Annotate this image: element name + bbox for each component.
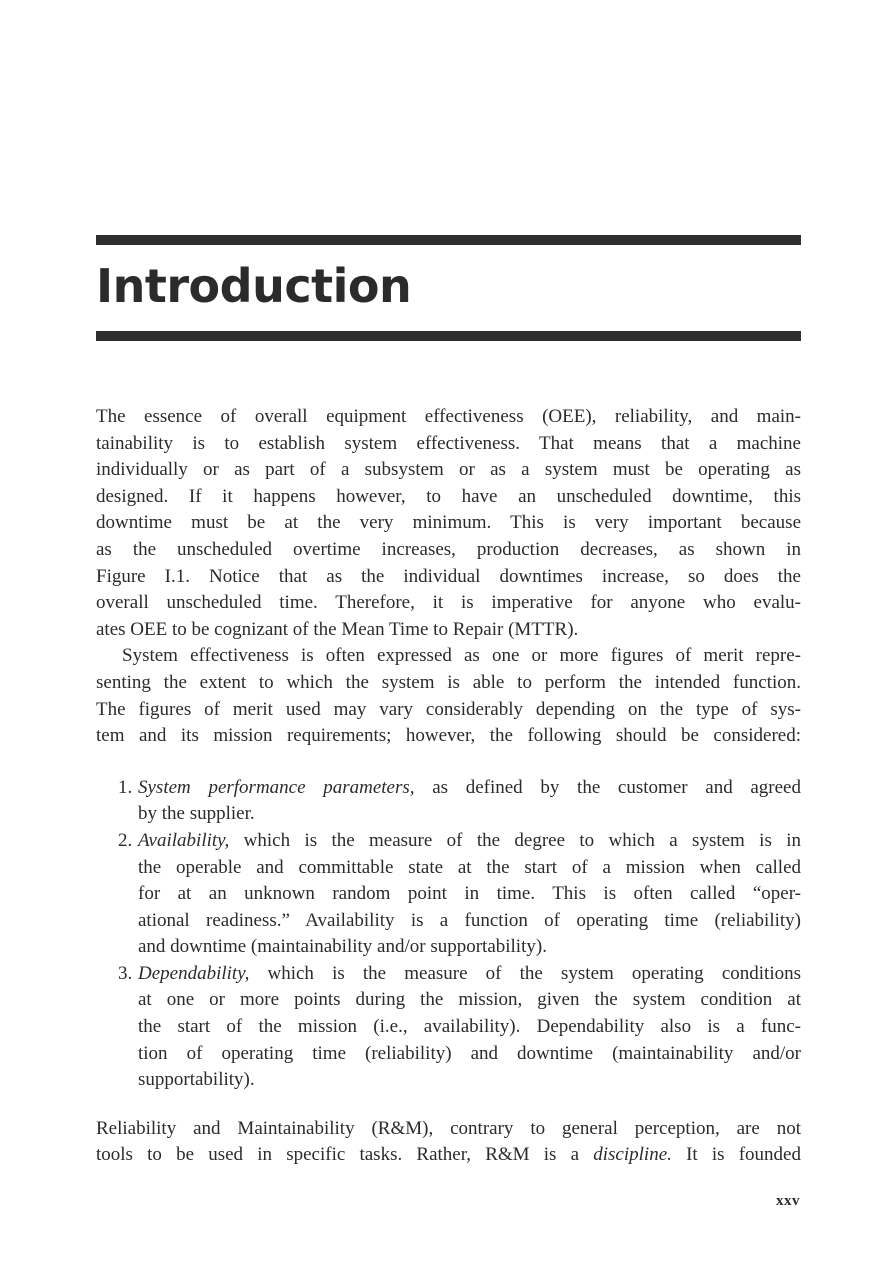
text-line: tion of operating time (reliability) and downtime (maintainability and/or xyxy=(138,1042,801,1064)
list-item xyxy=(96,828,801,961)
list-item xyxy=(96,961,801,1094)
text-line: Figure I.1. Notice that as the individual downtimes increase, so does the xyxy=(96,565,801,587)
text-line: System effectiveness is often expressed as one or more figures of merit repre- xyxy=(122,645,801,667)
text-line: Reliability and Maintainability (R&M), contrary to general perception, are not xyxy=(96,1117,801,1139)
paragraph-1 xyxy=(96,404,801,643)
text-line: the operable and committable state at the start of a mission when called xyxy=(138,856,801,878)
text-line: The essence of overall equipment effectiveness (OEE), reliability, and main- xyxy=(96,406,801,427)
text-line: by the supplier. xyxy=(138,803,255,825)
text-line xyxy=(138,775,801,802)
paragraph-3 xyxy=(96,1116,801,1169)
page-number: xxv xyxy=(776,1193,800,1209)
list-text: as defined by the customer and agreed xyxy=(414,776,801,798)
text-line: individually or as part of a subsystem or as a system must be operating as xyxy=(96,459,801,481)
list-number: 3. xyxy=(118,962,133,984)
paragraph-2 xyxy=(96,643,801,749)
text-line: ational readiness.” Availability is a function of operating time (reliability) xyxy=(138,909,801,931)
text-line: for at an unknown random point in time. This is often called “oper- xyxy=(138,883,801,905)
text-line: at one or more points during the mission, given the system condition at xyxy=(138,989,801,1011)
list-term: System performance parameters, xyxy=(138,776,415,798)
text-line: downtime must be at the very minimum. This is very important because xyxy=(96,512,801,534)
text-line: the start of the mission (i.e., availability). Dependability also is a func- xyxy=(138,1016,801,1038)
text-line: designed. If it happens however, to have an unscheduled downtime, this xyxy=(96,485,801,507)
body-text xyxy=(96,404,801,1169)
list-number: 1. xyxy=(118,776,133,798)
text-line: ates OEE to be cognizant of the Mean Time to Repair (MTTR). xyxy=(96,618,579,640)
text-line: tem and its mission requirements; however, the following should be considered: xyxy=(96,725,801,747)
spacer xyxy=(96,1094,801,1116)
text-line xyxy=(96,1142,801,1169)
list-term: Dependability, xyxy=(138,962,250,984)
text-line: overall unscheduled time. Therefore, it is imperative for anyone who evalu- xyxy=(96,592,801,614)
title-bottom-rule xyxy=(96,331,801,341)
text-fragment: tools to be used in specific tasks. Rather, R&M is a xyxy=(96,1144,594,1166)
list-term: Availability, xyxy=(138,829,230,851)
emphasis-text: discipline. xyxy=(593,1144,672,1166)
list-text: which is the measure of the system operating conditions xyxy=(249,962,801,984)
text-line: senting the extent to which the system is able to perform the intended function. xyxy=(96,671,801,693)
spacer xyxy=(96,750,801,775)
chapter-title: Introduction xyxy=(96,259,412,313)
list-number: 2. xyxy=(118,829,133,851)
numbered-list xyxy=(96,775,801,1094)
text-line xyxy=(138,828,801,855)
text-line: and downtime (maintainability and/or supportability). xyxy=(138,936,547,958)
title-top-rule xyxy=(96,235,801,245)
text-fragment: It is founded xyxy=(671,1144,801,1166)
text-line xyxy=(138,961,801,988)
list-text: which is the measure of the degree to which a system is in xyxy=(229,829,801,851)
text-line: as the unscheduled overtime increases, production decreases, as shown in xyxy=(96,538,801,560)
text-line: The figures of merit used may vary considerably depending on the type of sys- xyxy=(96,698,801,720)
text-line: tainability is to establish system effectiveness. That means that a machine xyxy=(96,432,801,454)
list-item xyxy=(96,775,801,828)
text-line: supportability). xyxy=(138,1069,255,1091)
